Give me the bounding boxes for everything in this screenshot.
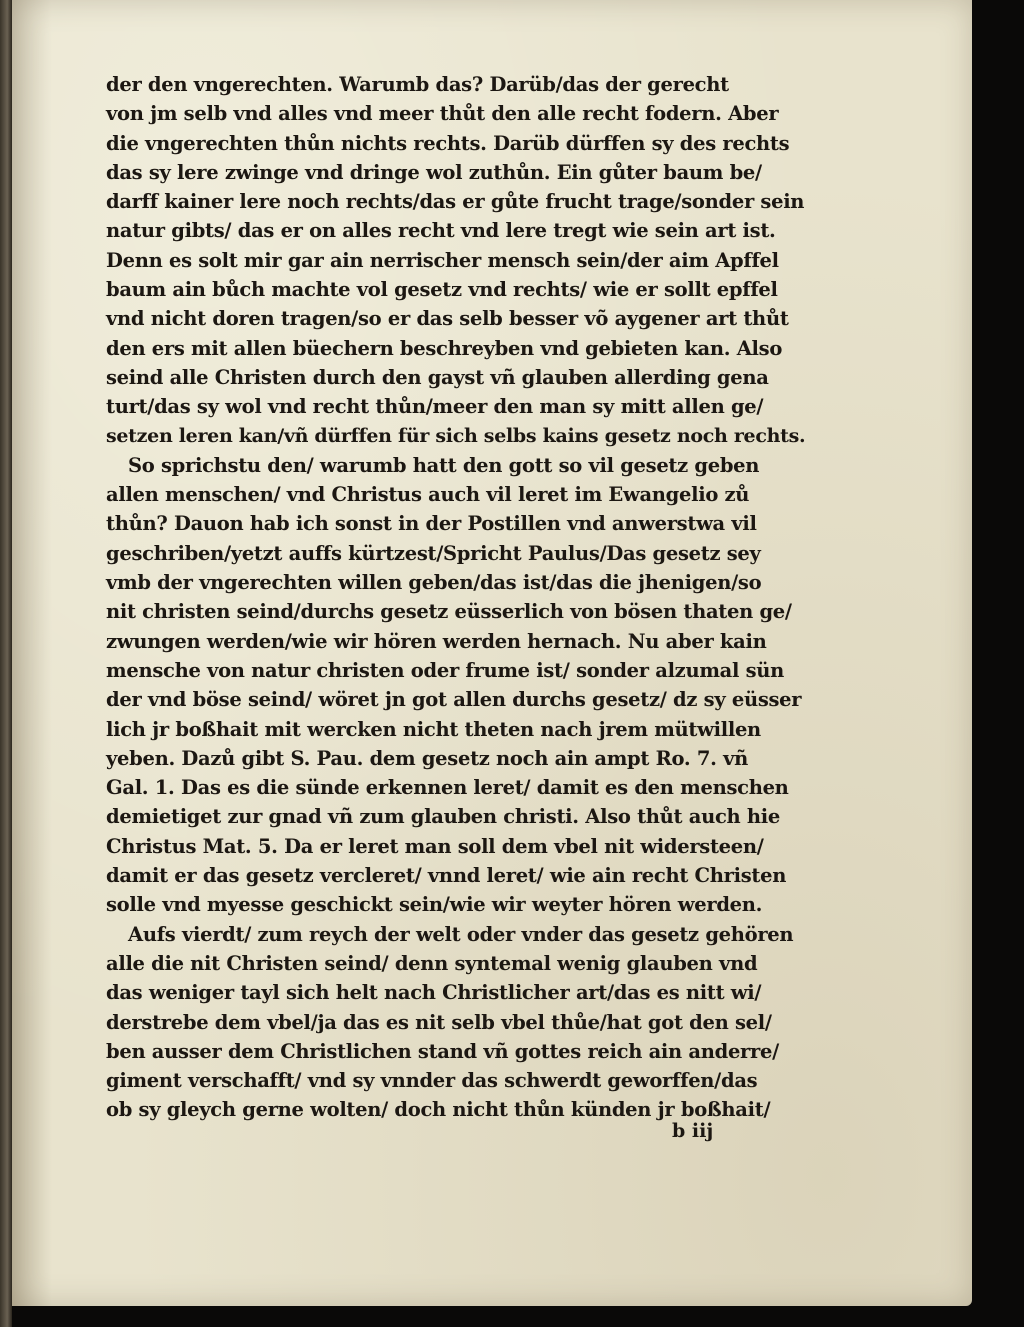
text-line: turt/das sy wol vnd recht thůn/meer den man sy mitt allen ge/ [106, 395, 764, 419]
text-line: geschriben/yetzt auffs kürtzest/Spricht Paulus/Das gesetz sey [106, 541, 761, 565]
book-page [12, 0, 972, 1306]
text-line: Christus Mat. 5. Da er leret man soll dem vbel nit widersteen/ [106, 834, 764, 858]
book-spine-edge [0, 0, 12, 1327]
text-line: von jm selb vnd alles vnd meer thůt den alle recht fodern. Aber [106, 102, 779, 126]
text-line: der den vngerechten. Warumb das? Darüb/das der gerecht [106, 73, 729, 96]
text-line: Denn es solt mir gar ain nerrischer mensch sein/der aim Apffel [106, 248, 779, 272]
text-line: setzen leren kan/vñ dürffen für sich selbs kains gesetz noch rechts. [106, 424, 806, 447]
text-line: das weniger tayl sich helt nach Christlicher art/das es nitt wi/ [106, 981, 762, 1005]
text-line: vnd nicht doren tragen/so er das selb besser võ aygener art thůt [106, 307, 789, 331]
text-line: den ers mit allen büechern beschreyben vnd gebieten kan. Also [106, 336, 783, 360]
signature-mark: b iij [672, 1120, 714, 1142]
text-line: vmb der vngerechten willen geben/das ist/das die jhenigen/so [106, 571, 762, 595]
text-line: Gal. 1. Das es die sünde erkennen leret/ damit es den menschen [106, 776, 789, 800]
text-line: ben ausser dem Christlichen stand vñ gottes reich ain anderre/ [106, 1039, 779, 1063]
text-line: natur gibts/ das er on alles recht vnd lere tregt wie sein art ist. [106, 219, 776, 243]
text-line: alle die nit Christen seind/ denn syntemal wenig glauben vnd [106, 951, 758, 975]
text-line: allen menschen/ vnd Christus auch vil leret im Ewangelio zů [106, 483, 750, 507]
text-line: der vnd böse seind/ wöret jn got allen durchs gesetz/ dz sy eüsser [106, 688, 802, 712]
text-line: demietiget zur gnad vñ zum glauben christi. Also thůt auch hie [106, 805, 780, 829]
body-text [106, 70, 806, 1125]
text-line: yeben. Dazů gibt S. Pau. dem gesetz noch ain ampt Ro. 7. vñ [106, 746, 748, 770]
text-line: baum ain bůch machte vol gesetz vnd rechts/ wie er sollt epffel [106, 278, 778, 302]
text-line: nit christen seind/durchs gesetz eüsserlich von bösen thaten ge/ [106, 600, 792, 624]
text-line: ob sy gleych gerne wolten/ doch nicht thůn künden jr boßhait/ [106, 1098, 771, 1122]
text-line: damit er das gesetz vercleret/ vnnd leret/ wie ain recht Christen [106, 864, 787, 888]
paragraph-start-line: Aufs vierdt/ zum reych der welt oder vnder das gesetz gehören [128, 922, 794, 946]
text-line: das sy lere zwinge vnd dringe wol zuthůn. Ein gůter baum be/ [106, 160, 762, 184]
text-line: mensche von natur christen oder frume ist/ sonder alzumal sün [106, 658, 785, 682]
text-line: darff kainer lere noch rechts/das er gůte frucht trage/sonder sein [106, 190, 805, 214]
text-line: zwungen werden/wie wir hören werden hernach. Nu aber kain [106, 629, 767, 653]
text-line: solle vnd myesse geschickt sein/wie wir weyter hören werden. [106, 893, 763, 917]
paragraph-start-line: So sprichstu den/ warumb hatt den gott so vil gesetz geben [128, 453, 760, 477]
text-line: giment verschafft/ vnd sy vnnder das schwerdt geworffen/das [106, 1069, 758, 1093]
text-line: lich jr boßhait mit wercken nicht theten nach jrem mütwillen [106, 717, 761, 741]
text-line: thůn? Dauon hab ich sonst in der Postillen vnd anwerstwa vil [106, 512, 757, 536]
text-line: seind alle Christen durch den gayst vñ glauben allerding gena [106, 365, 769, 389]
text-line: derstrebe dem vbel/ja das es nit selb vbel thůe/hat got den sel/ [106, 1010, 772, 1034]
text-line: die vngerechten thůn nichts rechts. Darüb dürffen sy des rechts [106, 131, 790, 155]
